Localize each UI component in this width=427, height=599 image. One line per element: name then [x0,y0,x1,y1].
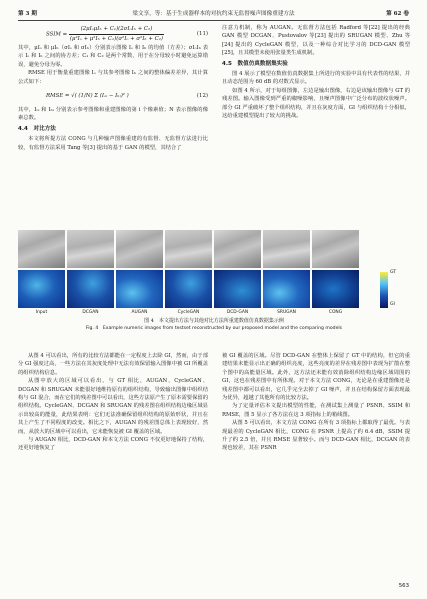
paragraph: 本文将所提方法 CONG 与几种输声图像重建的有监督、无监督方法进行比较，有监督方法采用 Tang 等[3] 提出的基于 GAN 的模型，其结合了 [18,136,208,151]
eq11-lhs: SSIM = [46,31,68,38]
colorbar-tick-top: GT [390,270,397,275]
paragraph: 其中，Iₒᵢ 和 Iₕᵢ 分别表示参考图像和重建图像的第 i 个像素值；N 表示图像的像素总数。 [18,107,208,122]
section-heading: 4.4 对比方法 [18,125,56,132]
figure-residual-input [18,270,65,308]
right-column-bottom [222,352,410,453]
figure-label: DCD-GAN [226,310,249,315]
figure-residual-cong [312,270,359,308]
figure-residual-dcgan [67,270,114,308]
figure-label: SRUGAN [277,310,296,315]
figure-residual-dcdgan [214,270,261,308]
issue-label: 第 3 期 [18,11,37,17]
figure-image-augan [116,230,163,268]
paragraph: 从图 4 可以看出，所有的比较方法都能在一定程度上去除 GI，然而，由于部分 GI 强度过高，一些方法在其灰度处理中无法有效保留输入图像中被 GI 所覆盖的组织结构信息。 [18,353,208,376]
figure-caption-en: Fig. 4 Example numeric images from testset reconstructed by our proposed model and the comparing models [85,326,343,331]
equation-11 [18,24,208,44]
eq11-denominator: (μ²Iₒ + μ²Iₕ + C₁)(σ²Iₒ + σ²Iₕ + C₂) [69,35,163,42]
figure-image-dcgan [67,230,114,268]
figure-label: Input [35,310,48,315]
figure-caption [18,318,410,332]
paragraph: 图 4 展示了模型在数值仿真数据集上所进行的实验中具有代表性的结果，并且动态范围为 60 dB 的对数式显示。 [222,71,410,86]
eq12-body: √( (1/N) Σ (Iₒᵢ − Iₕᵢ)² ) [71,92,129,99]
paragraph: 与 AUGAN 相比，DCD-GAN 和本文方法 CONG 不仅更好地保持了结构，还更好地恢复了 [18,437,208,452]
running-title: 梁文享，等：基于生成器样本的对抗约束无监督噪声图像重建方法 [132,11,295,17]
figure-residual-cyclegan [165,270,212,308]
figure-colorbar [380,272,388,308]
page-number: 563 [398,583,409,589]
paragraph: 被 GI 覆盖的区域。尽管 DCD-GAN 在整体上保留了 GT 中的结构，但它的重建结果未能显示出正确的组织亮度，这些亮度的差异在残差图中表现为扩散在整个图中的高能量区域。此外，这方法还未能有效消除组织结构边缘区域周围的 GI，这也在残差图中有所体现。对于本文方法 CONG，无论是在重建图像还是残差图中都可以看出，它几乎完全去掉了 GI 噪声，并且在结构保留方面表现最为优异，超越了其他所有的比较方法。 [222,353,410,402]
paragraph: 其中，μIₒ 和 μIₕ（σIₒ 和 σIₕ）分别表示图像 Iₒ 和 Iₕ 的均值（方差）；σIₒIₕ 表示 Iₒ 和 Iₕ 之间的协方差；C₁ 和 C₂ 是两个常数，用于在分母较小时避免运算错误，避免分母为零。 [18,45,208,68]
eq12-number: (12) [196,92,208,99]
paragraph: RMSE 用于衡量重建图像 Iₒ 与其参考图像 Iₕ 之间的整体偏差差异，其计算公式如下： [18,70,208,85]
eq11-numerator: (2μIₒμIₕ + C₁)(2σIₒIₕ + C₂) [69,25,164,34]
paragraph: 如图 4 所示，对于每组图像，左边是输出图像，右边是该输出图像与 GT 的残差图。输入图像受到严重的椒噪影响，且噪声图像中广泛分布的波纹状噪声。部分 GI 严重破坏了整个组织结构，并且在灰度方面，GI 与组织结构十分相似，这给重建模型提出了较大的挑战。 [222,87,410,120]
figure-residual-augan [116,270,163,308]
figure-image-dcdgan [214,230,261,268]
eq11-number: (11) [196,30,208,37]
figure-image-row-residuals [18,270,410,308]
eq11-fraction [69,25,164,43]
figure-residual-srugan [263,270,310,308]
figure-label: CycleGAN [177,310,200,315]
figure-label: CONG [328,310,343,315]
figure-labels [18,310,410,315]
right-column-top [222,24,410,120]
colorbar-tick-bottom: GI [390,302,395,307]
paragraph: 从图中放大的区域可以看出，与 GT 相比，AUGAN、CycleGAN、DCGAN 和 SRUGAN 未能很好地维持原有的组织结构，导致输出图像中组织结构与 GI 混合，而在它们的残差图中可以看出，这些方法原产生了原本需要保留的组织结构。CycleGAN、DCGAN 和 SRUGAN 的残差图在组织结构边缘区域显示出较高的能量，此结果表明：它们无法准确保留组织结构的原始形状，并且在其上产生了不同程度的改变。相比之下，AUGAN 的残差图总体上表现较好，然而，从放大的区域中可以看出，它未能恢复被 GI 覆盖的区域。 [18,378,208,435]
paragraph: 为了定量评估本文提出模型的性能，在测试集上测量了 PSNR、SSIM 和 RMSE，图 5 显示了各方法在这 3 项指标上的箱线图。 [222,403,410,418]
figure-image-srugan [263,230,310,268]
paragraph: 注意力机制，称为 AUGAN。无监督方法包括 Radford 等[22] 提出的经典 GAN 模型 DCGAN、Pustovalov 等[23] 提出的 SRUGAN 模型、Zhu 等[24] 提出的 CycleGAN 模型，以及一种综合对比学习的 DCD-GAN 模型[25]，且其模型未使用张量类生成机制。 [222,25,410,57]
figure-label: AUGAN [131,310,148,315]
section-heading: 4.5 数值仿真数据集实验 [222,60,288,67]
left-column-top [18,24,208,152]
eq12-lhs: RMSE = [46,92,70,99]
figure-image-input [18,230,65,268]
running-header [18,6,409,21]
figure-image-cong [312,230,359,268]
figure-image-cyclegan [165,230,212,268]
left-column-bottom [18,352,208,453]
volume-label: 第 62 卷 [386,11,409,17]
figure-4 [18,230,410,332]
figure-image-row-reconstructions [18,230,410,268]
figure-caption-cn: 图 4 本文提出方法与其他对比方法所重建数值仿真数据集示例 [144,318,284,324]
figure-label: DCGAN [82,310,99,315]
paragraph: 从图 5 可以看出，本文方法 CONG 在所有 3 项指标上都取得了最优。与表现最差的 CycleGAN 相比，CONG 在 PSNR 上提高了约 6.4 dB，SSIM 提升了约 2.5 倍，并且 RMSE 显著较小。而与 DCD-GAN 相比，DCGAN 的表现也较差，其在 PSNR [222,420,410,452]
equation-12 [18,86,208,106]
